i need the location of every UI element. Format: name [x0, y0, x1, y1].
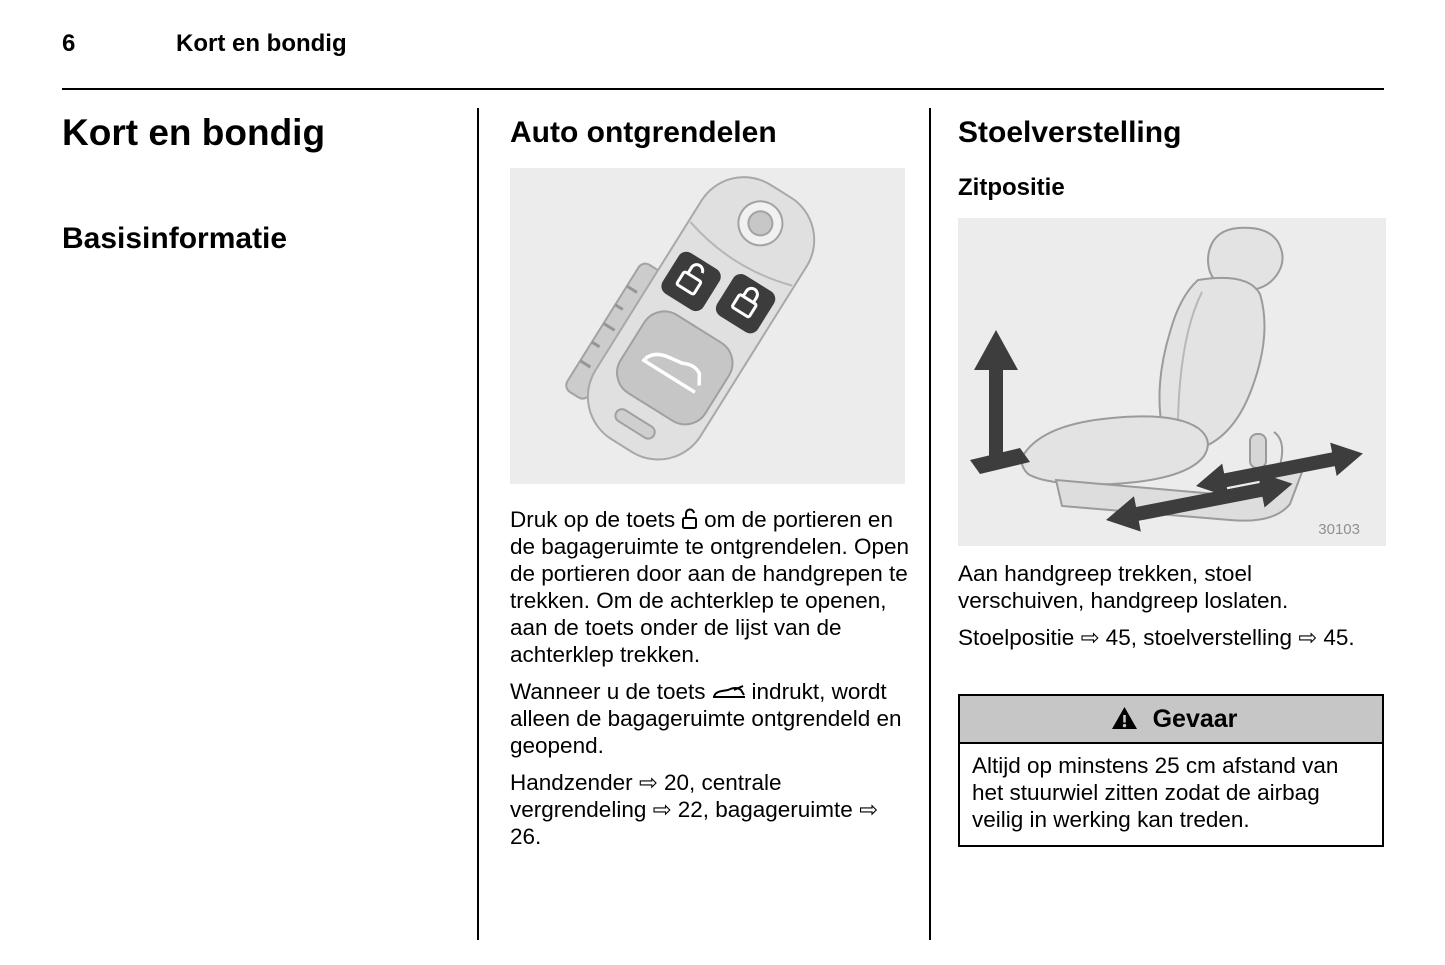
- remote-key-illustration: [510, 168, 905, 484]
- section-title-auto-ontgrendelen: Auto ontgrendelen: [510, 116, 777, 149]
- remote-key-drawing: [510, 168, 905, 484]
- paragraph-unlock: Druk op de toets om de portieren en de bagageruimte te ontgrendelen. Open de portieren door aan de handgrepen te trekken. Om de achterklep te openen, aan de toets onder de lijst van de achterklep trekken.: [510, 507, 910, 667]
- right-column-text: [958, 560, 1370, 661]
- car-open-trunk-icon: [712, 678, 746, 705]
- page-number: 6: [62, 30, 76, 57]
- seat-drawing: [958, 218, 1386, 546]
- paragraph-trunk: Wanneer u de toets indrukt, wordt alleen de bagageruimte ontgrendeld en geopend.: [510, 679, 902, 758]
- paragraph-seat-references: Stoelpositie ⇨ 45, stoelverstelling ⇨ 45.: [958, 625, 1355, 650]
- column-divider-right: [929, 108, 931, 940]
- running-header-title: Kort en bondig: [176, 30, 347, 57]
- paragraph-references: Handzender ⇨ 20, centrale vergrendeling ⇨ 22, bagageruimte ⇨ 26.: [510, 770, 878, 849]
- seat-adjustment-illustration: [958, 218, 1386, 546]
- danger-warning-box: [958, 694, 1384, 847]
- subsection-title-zitpositie: Zitpositie: [958, 174, 1065, 201]
- warning-title: Gevaar: [1152, 704, 1238, 733]
- column-divider-left: [477, 108, 479, 940]
- warning-header: [960, 696, 1382, 744]
- section-title-basisinformatie: Basisinformatie: [62, 222, 288, 255]
- warning-body: Altijd op minstens 25 cm afstand van het stuurwiel zitten zodat de airbag veilig in werking kan treden.: [972, 753, 1339, 832]
- open-padlock-icon: [681, 506, 698, 533]
- section-title-stoelverstelling: Stoelverstelling: [958, 116, 1182, 149]
- warning-triangle-icon: [1111, 705, 1138, 734]
- header-rule: [62, 88, 1384, 90]
- chapter-title: Kort en bondig: [62, 112, 326, 153]
- image-code: 30103: [1318, 521, 1360, 538]
- middle-column-text: [510, 506, 910, 860]
- paragraph-seat-adjust: Aan handgreep trekken, stoel verschuiven, handgreep loslaten.: [958, 561, 1289, 613]
